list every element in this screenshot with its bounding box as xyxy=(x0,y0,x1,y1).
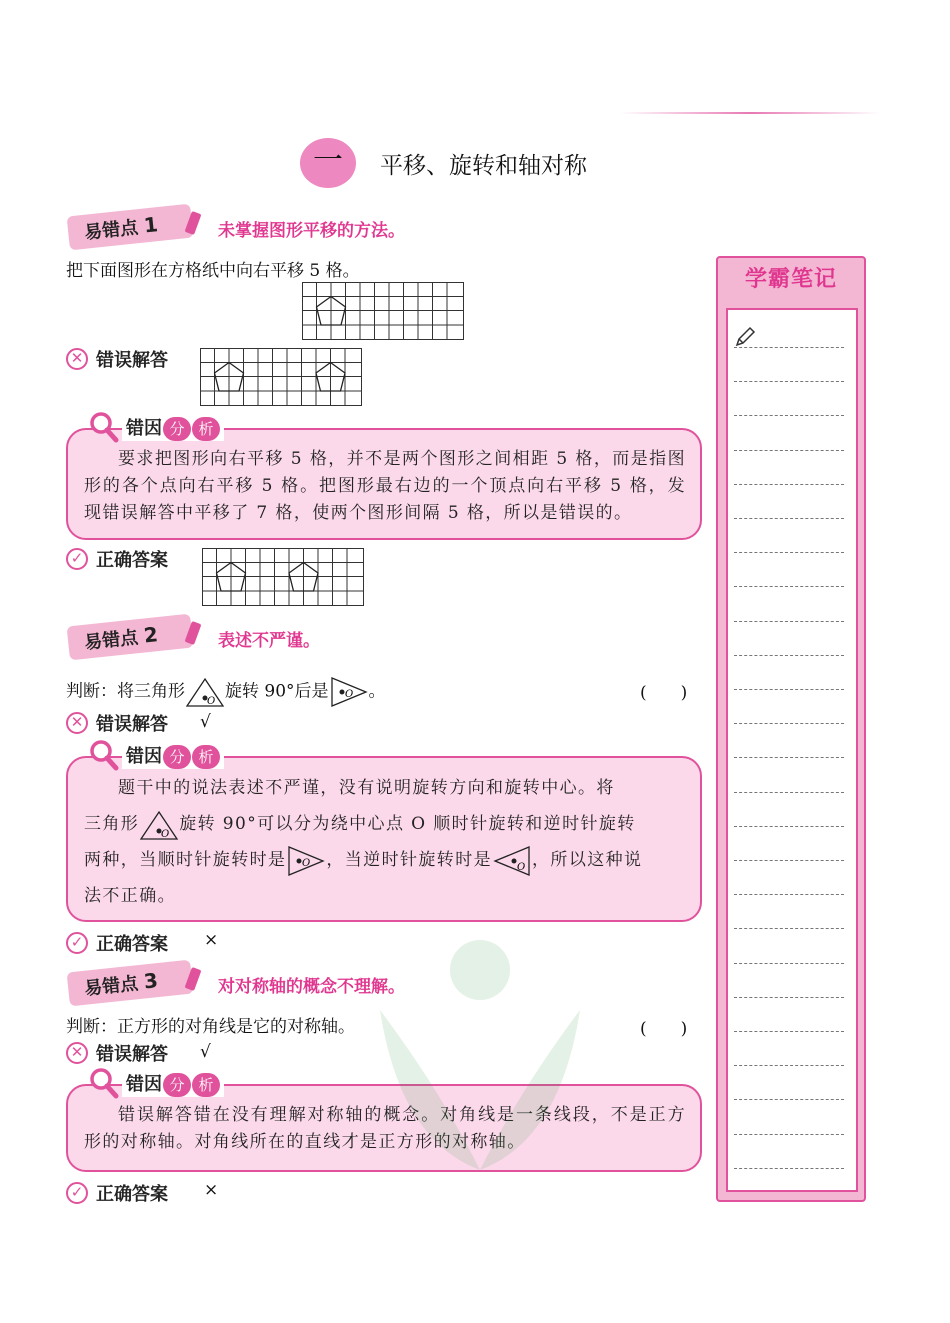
wrong-answer-grid xyxy=(200,348,362,406)
note-line xyxy=(734,997,844,998)
error-tag-number: 1 xyxy=(142,212,160,238)
question-2-part: 。 xyxy=(368,681,386,702)
note-line xyxy=(734,655,844,656)
wrong-answer-2: √ xyxy=(200,712,211,732)
note-line xyxy=(734,415,844,416)
answer-paren-2: ( ) xyxy=(640,683,688,703)
cause-chip: 分 xyxy=(163,745,191,769)
triangle-up-icon xyxy=(185,676,225,708)
note-line xyxy=(734,894,844,895)
correct-answer-2: × xyxy=(204,930,219,950)
note-line xyxy=(734,928,844,929)
wrong-answer-label-3: 错误解答 xyxy=(96,1044,168,1065)
correct-answer-3: × xyxy=(204,1180,219,1200)
error-tag-label: 易错点 xyxy=(83,217,140,244)
check-mark-icon: ✓ xyxy=(66,932,88,954)
cause-analysis-header-2 xyxy=(122,742,224,769)
svg-text:O: O xyxy=(207,696,216,707)
note-line xyxy=(734,757,844,758)
error-tag-2 xyxy=(67,614,194,661)
cause-chip: 分 xyxy=(163,1073,191,1097)
pencil-icon xyxy=(734,326,756,348)
note-line xyxy=(734,347,844,348)
note-line xyxy=(734,552,844,553)
note-line xyxy=(734,450,844,451)
note-line xyxy=(734,621,844,622)
error-tag-number: 2 xyxy=(142,622,160,648)
note-line xyxy=(734,381,844,382)
note-line xyxy=(734,1134,844,1135)
check-mark-icon: ✓ xyxy=(66,548,88,570)
error-title-2: 表述不严谨。 xyxy=(218,631,320,651)
analysis-text-1: 要求把图形向右平移 5 格，并不是两个图形之间相距 5 格，而是指图形的各个点向右平移 5 格。把图形最右边的一个顶点向右平移 5 格，发现错误解答中平移了 7 格，使两个图形间隔 5 格，所以是错误的。 xyxy=(84,449,686,523)
note-line xyxy=(734,689,844,690)
error-tag-1 xyxy=(67,204,194,251)
analysis-text-2-line: 法不正确。 xyxy=(84,886,176,906)
question-3: 判断：正方形的对角线是它的对称轴。 xyxy=(66,1017,355,1037)
note-line xyxy=(734,1099,844,1100)
cause-chip: 析 xyxy=(192,1073,220,1097)
triangle-right-icon xyxy=(329,676,369,708)
svg-text:O: O xyxy=(517,861,527,873)
answer-paren-3: ( ) xyxy=(640,1019,688,1039)
triangle-up-icon xyxy=(139,809,179,841)
note-line xyxy=(734,1168,844,1169)
svg-text:O: O xyxy=(161,828,171,840)
cause-analysis-header-3 xyxy=(122,1070,224,1097)
note-line xyxy=(734,586,844,587)
cause-analysis-header-1 xyxy=(122,414,224,441)
cause-chip: 分 xyxy=(163,417,191,441)
error-title-3: 对对称轴的概念不理解。 xyxy=(218,977,405,997)
question-2-part: 判断：将三角形 xyxy=(66,681,185,702)
section-number-badge: 一 xyxy=(300,138,356,188)
cause-analysis-box-1 xyxy=(66,428,702,540)
notes-area xyxy=(726,308,858,1192)
error-tag-label: 易错点 xyxy=(83,627,140,654)
question-2 xyxy=(66,676,386,708)
svg-text:O: O xyxy=(344,689,353,700)
svg-text:O: O xyxy=(302,857,313,869)
triangle-right-icon xyxy=(286,845,326,877)
check-mark-icon: ✓ xyxy=(66,1182,88,1204)
wrong-mark-icon: ✕ xyxy=(66,348,88,370)
note-line xyxy=(734,860,844,861)
analysis-text-2-line: 题干中的说法表述不严谨，没有说明旋转方向和旋转中心。将 xyxy=(118,778,615,798)
cause-label: 错因 xyxy=(126,1074,162,1095)
note-line xyxy=(734,723,844,724)
note-line xyxy=(734,518,844,519)
analysis-text-2-line: 三角形 O 旋转 90°可以分为绕中心点 O 顺时针旋转和逆时针旋转 xyxy=(84,806,686,842)
triangle-left-icon xyxy=(492,845,532,877)
cause-analysis-box-2 xyxy=(66,756,702,922)
magnifier-icon xyxy=(88,410,120,444)
cause-chip: 析 xyxy=(192,417,220,441)
correct-answer-label-2: 正确答案 xyxy=(96,934,168,955)
note-line xyxy=(734,484,844,485)
wrong-answer-3: √ xyxy=(200,1042,211,1062)
note-line xyxy=(734,826,844,827)
error-tag-3 xyxy=(67,960,194,1007)
section-title: 平移、旋转和轴对称 xyxy=(380,153,587,179)
magnifier-icon xyxy=(88,1066,120,1100)
question-2-part: 旋转 90°后是 xyxy=(225,681,329,702)
analysis-text-2-line: 两种，当顺时针旋转时是 O ，当逆时针旋转时是 O ，所以这种说 xyxy=(84,842,686,878)
question-1: 把下面图形在方格纸中向右平移 5 格。 xyxy=(66,261,360,281)
wrong-mark-icon: ✕ xyxy=(66,1042,88,1064)
wrong-mark-icon: ✕ xyxy=(66,712,88,734)
correct-answer-label-3: 正确答案 xyxy=(96,1184,168,1205)
error-tag-number: 3 xyxy=(142,968,160,994)
wrong-answer-label-1: 错误解答 xyxy=(96,350,168,371)
wrong-answer-label-2: 错误解答 xyxy=(96,714,168,735)
cause-label: 错因 xyxy=(126,746,162,767)
watermark-logo xyxy=(360,920,600,1220)
error-title-1: 未掌握图形平移的方法。 xyxy=(218,221,405,241)
cause-chip: 析 xyxy=(192,745,220,769)
note-line xyxy=(734,1031,844,1032)
error-tag-label: 易错点 xyxy=(83,973,140,1000)
top-divider xyxy=(620,112,880,114)
note-line xyxy=(734,792,844,793)
correct-answer-grid xyxy=(202,548,364,606)
note-line xyxy=(734,1065,844,1066)
cause-label: 错因 xyxy=(126,418,162,439)
correct-answer-label-1: 正确答案 xyxy=(96,550,168,571)
notes-title: 学霸笔记 xyxy=(744,267,837,292)
question-grid xyxy=(302,282,464,340)
analysis-text-3: 错误解答错在没有理解对称轴的概念。对角线是一条线段，不是正方形的对称轴。对角线所在的直线才是正方形的对称轴。 xyxy=(84,1105,686,1152)
note-line xyxy=(734,963,844,964)
magnifier-icon xyxy=(88,738,120,772)
